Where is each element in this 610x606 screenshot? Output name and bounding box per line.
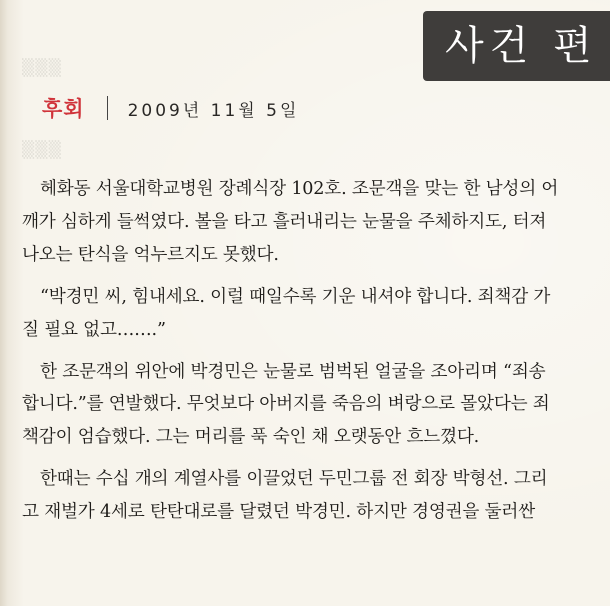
- paragraph: [22, 463, 602, 529]
- text-line: 헤화동 서울대학교병원 장례식장 102호. 조문객을 맞는 한 남성의 어: [40, 179, 559, 199]
- paragraph: [22, 281, 602, 347]
- paragraph: [22, 173, 602, 272]
- text-line: 책감이 엄습했다. 그는 머리를 푹 숙인 채 오랫동안 흐느꼈다.: [22, 427, 480, 448]
- body-text: [22, 173, 602, 538]
- section-tab-label: 사건 편: [445, 23, 598, 69]
- chapter-header: [42, 93, 299, 123]
- show-through-text: ▒▒▒: [22, 140, 62, 159]
- text-line: “박경민 씨, 힘내세요. 이럴 때일수록 기운 내셔야 합니다. 죄책감 가: [40, 286, 551, 307]
- text-line: 고 재벌가 4세로 탄탄대로를 달렸던 박경민. 하지만 경영권을 둘러싼: [22, 502, 536, 523]
- chapter-title: 후회: [42, 97, 85, 121]
- chapter-date: 2009년 11월 5일: [127, 100, 300, 121]
- text-line: 깨가 심하게 들썩였다. 볼을 타고 흘러내리는 눈물을 주체하지도, 터져: [22, 211, 547, 232]
- text-line: 합니다.”를 연발했다. 무엇보다 아버지를 죽음의 벼랑으로 몰았다는 죄: [22, 394, 550, 415]
- show-through-text: ▒▒▒: [22, 58, 62, 77]
- section-tab: [423, 11, 610, 81]
- text-line: 한 조문객의 위안에 박경민은 눈물로 범벅된 얼굴을 조아리며 “죄송: [40, 361, 546, 382]
- paragraph: [22, 356, 602, 455]
- text-line: 질 필요 없고…….”: [22, 319, 166, 340]
- header-divider: [107, 96, 108, 120]
- text-line: 한때는 수십 개의 계열사를 이끌었던 두민그룹 전 회장 박형선. 그리: [40, 469, 548, 490]
- text-line: 나오는 탄식을 억누르지도 못했다.: [22, 244, 279, 265]
